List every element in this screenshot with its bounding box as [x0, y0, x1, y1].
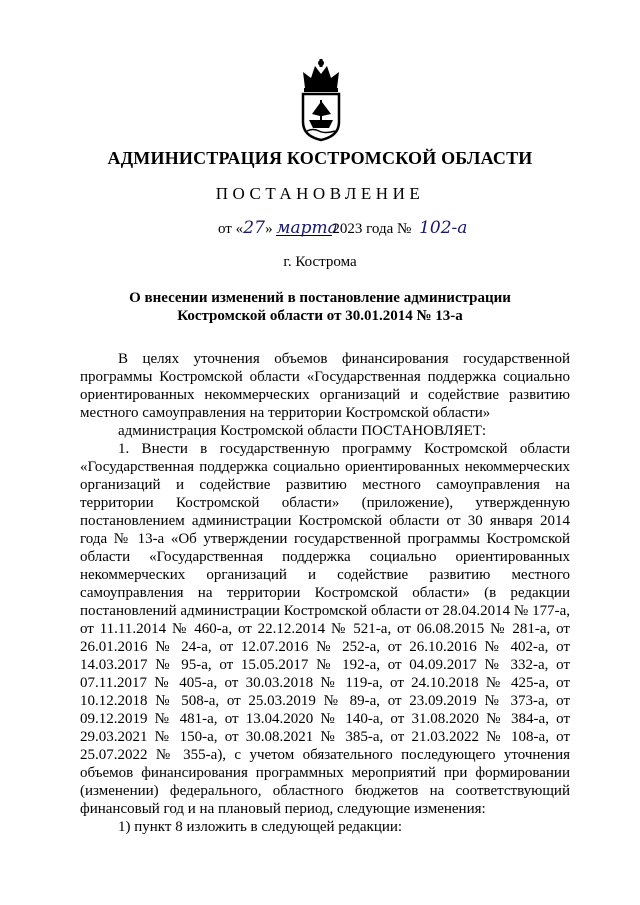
- sub-item-1: 1) пункт 8 изложить в следующей редакции:: [118, 819, 403, 835]
- item-1-paragraph: 1. Внести в государственную программу Костромской области «Государственная поддержка социально ориентированных некоммерческих организаций и содействие развитию местного самоуправления на территории Костромской области» (приложение), утвержденную постановлением администрации Костромской области от 30 января 2014 года № 13-а «Об утверждении государственной программы Костромской области «Государственная поддержка социально ориентированных некоммерческих организаций и содействие развитию местного самоуправления на территории Костромской области» (в редакции постановлений администрации Костромской области от 28.04.2014 № 177-а, от 11.11.2014 № 460-а, от 22.12.2014 № 521-а, от 06.08.2015 № 281-а, от 26.01.2016 № 24-а, от 12.07.2016 № 252-а, от 26.10.2016 № 402-а, от 14.03.2017 № 95-а, от 15.05.2017 № 192-а, от 04.09.2017 № 332-а, от 07.11.2017 № 405-а, от 30.03.2018 № 119-а, от 24.10.2018 № 425-а, от 10.12.2018 № 508-а, от 25.03.2019 № 89-а, от 23.09.2019 № 373-а, от 09.12.2019 № 481-а, от 13.04.2020 № 140-а, от 31.08.2020 № 384-а, от 29.03.2021 № 150-а, от 30.08.2021 № 385-а, от 21.03.2022 № 108-а, от 25.07.2022 № 355-а), с учетом обязательного последующего уточнения объемов финансирования программных мероприятий при формировании (изменении) федерального, областного бюджетов на соответствующий финансовый год и на плановый период, следующие изменения:: [80, 441, 570, 817]
- document-type: ПОСТАНОВЛЕНИЕ: [215, 184, 425, 203]
- resolution-line: администрация Костромской области ПОСТАНОВЛЯЕТ:: [118, 423, 487, 439]
- subject-line-1: О внесении изменений в постановление администрации: [129, 290, 511, 306]
- handwritten-number: 102-а: [419, 218, 468, 238]
- date-quote-close: »: [265, 221, 273, 237]
- crown-shield-icon: [297, 58, 345, 142]
- coat-of-arms-emblem: [297, 58, 345, 142]
- preamble-paragraph: В целях уточнения объемов финансирования государственной программы Костромской области «Государственная поддержка социально ориентированных некоммерческих организаций и содействие развитию местного самоуправления на территории Костромской области»: [80, 351, 570, 421]
- date-prefix: от «: [218, 221, 244, 237]
- organization-title: АДМИНИСТРАЦИЯ КОСТРОМСКОЙ ОБЛАСТИ: [107, 148, 533, 168]
- city-name: г. Кострома: [283, 254, 357, 270]
- date-number-line: [218, 218, 493, 238]
- handwritten-day: 27: [243, 218, 265, 238]
- subject-line-2: Костромской области от 30.01.2014 № 13-а: [177, 308, 463, 324]
- handwritten-month: марта: [276, 218, 338, 238]
- document-body: [80, 350, 570, 836]
- year-text: 2023 года №: [332, 221, 412, 237]
- document-subject: [0, 289, 640, 325]
